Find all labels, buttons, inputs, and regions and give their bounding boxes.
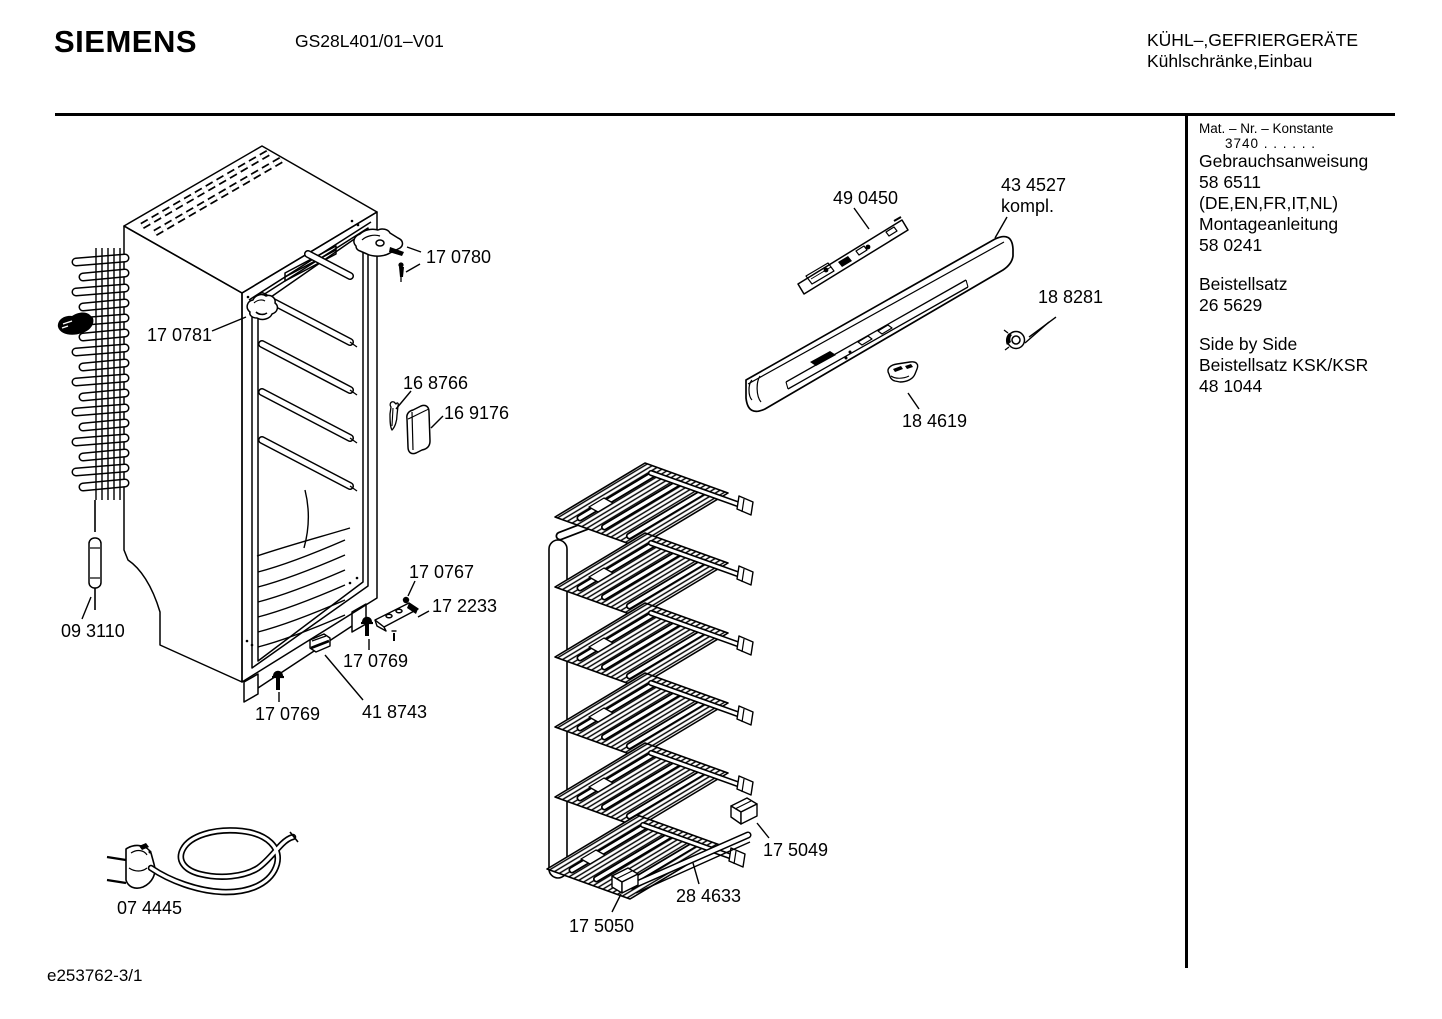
part-label-074445: 07 4445 (117, 898, 183, 918)
info-gap (1199, 256, 1434, 274)
part-label-434527-line2: kompl. (1001, 196, 1055, 216)
part-label-175050: 17 5050 (569, 916, 635, 936)
part-label-172233: 17 2233 (432, 596, 498, 616)
mat-nr-label: Mat. – Nr. – Konstante (1199, 121, 1334, 136)
info-line: Montageanleitung (1199, 214, 1339, 234)
info-line: 48 1044 (1199, 376, 1263, 396)
hinge-hardware-drawing (247, 229, 430, 690)
header-divider (55, 113, 1395, 116)
pcb-drawing (798, 217, 908, 294)
shelf-stack-drawing (547, 463, 757, 899)
info-line: Gebrauchsanweisung (1199, 151, 1369, 171)
control-panel-drawing (746, 237, 1013, 412)
model-number: GS28L401/01–V01 (295, 31, 444, 51)
grommet-drawing (1004, 330, 1025, 350)
part-label-170769-right: 17 0769 (343, 651, 409, 671)
category-line-2: Kühlschränke,Einbau (1147, 51, 1313, 71)
part-label-093110: 09 3110 (61, 621, 125, 641)
part-label-175049: 17 5049 (763, 840, 829, 860)
part-label-284633: 28 4633 (676, 886, 742, 906)
info-line: 58 0241 (1199, 235, 1263, 255)
info-line: 26 5629 (1199, 295, 1263, 315)
part-label-434527-line1: 43 4527 (1001, 175, 1067, 195)
part-label-170767: 17 0767 (409, 562, 475, 582)
part-label-418743: 41 8743 (362, 702, 428, 722)
document-number: e253762-3/1 (47, 966, 143, 985)
power-cord-drawing (107, 830, 298, 892)
clamp-drawing (888, 362, 918, 382)
part-label-170769-left: 17 0769 (255, 704, 321, 724)
category-line-1: KÜHL–,GEFRIERGERÄTE (1147, 30, 1359, 50)
info-line: 58 6511 (1199, 172, 1261, 192)
part-label-188281: 18 8281 (1038, 287, 1104, 307)
part-label-170780: 17 0780 (426, 247, 492, 267)
info-line: Beistellsatz (1199, 274, 1288, 294)
condenser-coil-drawing (58, 248, 125, 610)
info-line: Beistellsatz KSK/KSR (1199, 355, 1369, 375)
cabinet-drawing (124, 146, 377, 702)
sidebar-divider (1185, 116, 1188, 968)
category-heading (1147, 30, 1358, 72)
info-gap (1199, 316, 1434, 334)
info-panel (1199, 121, 1434, 397)
brand-logo: SIEMENS (54, 24, 198, 59)
part-label-434527 (1001, 175, 1066, 217)
part-label-168766: 16 8766 (403, 373, 469, 393)
part-label-490450: 49 0450 (833, 188, 899, 208)
part-label-184619: 18 4619 (902, 411, 968, 431)
mat-nr-value: 3740 . . . . . . (1225, 136, 1317, 151)
info-line: Side by Side (1199, 334, 1298, 354)
part-label-170781: 17 0781 (147, 325, 213, 345)
info-line: (DE,EN,FR,IT,NL) (1199, 193, 1339, 213)
part-label-169176: 16 9176 (444, 403, 510, 423)
